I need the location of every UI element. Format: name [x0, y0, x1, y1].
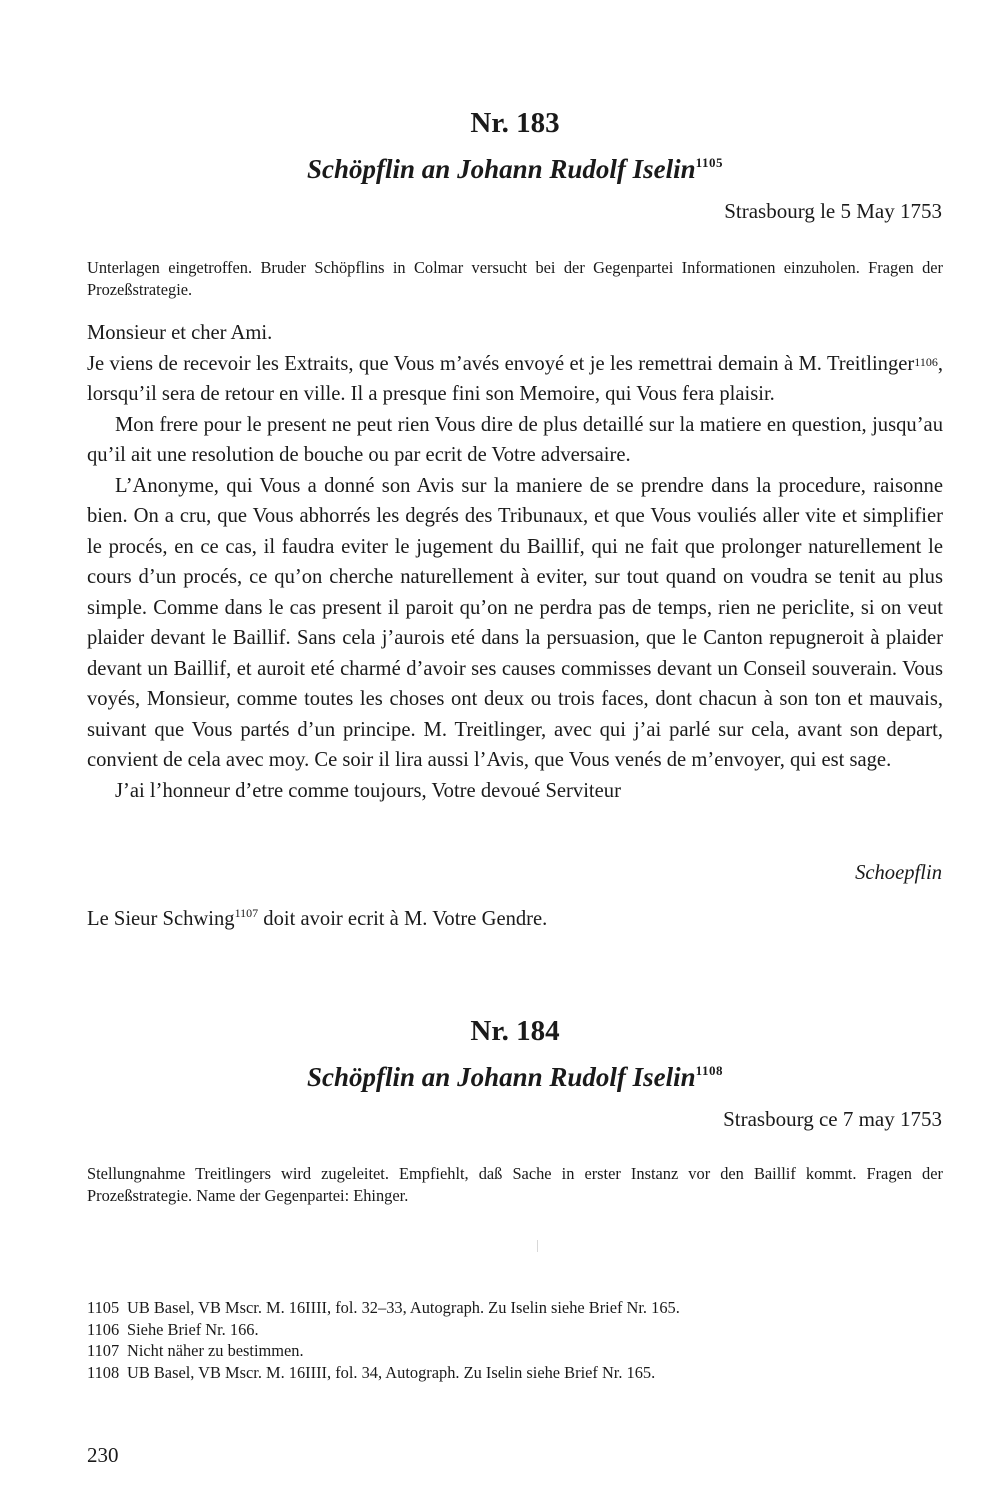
letter-title — [0, 154, 1000, 185]
letter-date: Strasbourg ce 7 may 1753 — [723, 1107, 942, 1131]
footnote — [87, 1319, 947, 1341]
footnote-text: UB Basel, VB Mscr. M. 16IIII, fol. 32–33, Autograph. Zu Iselin siehe Brief Nr. 165. — [127, 1298, 680, 1317]
paragraph — [87, 349, 943, 410]
footnote — [87, 1362, 947, 1384]
footnote-ref: 1105 — [695, 155, 723, 170]
letter-summary: Unterlagen eingetroffen. Bruder Schöpflins in Colmar versucht bei der Gegenpartei Informationen einzuholen. Fragen der Prozeßstrategie. — [87, 258, 943, 299]
page-number: 230 — [87, 1443, 119, 1467]
paragraph-text: , lorsqu’il sera de retour en ville. Il a presque fini son Memoire, qui Vous fera plaisir. — [87, 352, 943, 405]
footnote-number: 1107 — [87, 1341, 120, 1360]
footnote-number: 1108 — [87, 1362, 120, 1382]
paragraph: J’ai l’honneur d’etre comme toujours, Votre devoué Serviteur — [115, 779, 621, 802]
letter-summary: Stellungnahme Treitlingers wird zugeleitet. Empfiehlt, daß Sache in erster Instanz vor den Baillif kommt. Fragen der Prozeßstrategie. Name der Gegenpartei: Ehinger. — [87, 1164, 943, 1205]
postscript — [87, 908, 547, 931]
footnote-ref: 1108 — [695, 1063, 723, 1078]
footnote — [87, 1340, 947, 1362]
footnote-text: Nicht näher zu bestimmen. — [127, 1341, 304, 1360]
postscript-text: Le Sieur Schwing — [87, 908, 235, 930]
letter-title-text: Schöpflin an Johann Rudolf Iselin — [307, 1062, 696, 1092]
footnote — [87, 1297, 947, 1319]
paragraph: Mon frere pour le present ne peut rien Vous dire de plus detaillé sur la matiere en question, jusqu’au qu’il ait une resolution de bouche ou par ecrit de Votre adversaire. — [87, 413, 943, 466]
scan-mark — [537, 1240, 538, 1252]
footnotes — [87, 1297, 947, 1383]
letter-body — [87, 318, 943, 806]
footnote-text: Siehe Brief Nr. 166. — [127, 1319, 259, 1339]
paragraph-text: Je viens de recevoir les Extraits, que Vous m’avés envoyé et je les remettrai demain à M. Treitlinger — [87, 352, 915, 375]
footnote-number: 1106 — [87, 1319, 120, 1339]
footnote-number: 1105 — [87, 1298, 120, 1317]
letter-title-text: Schöpflin an Johann Rudolf Iselin — [307, 154, 696, 184]
footnote-text: UB Basel, VB Mscr. M. 16IIII, fol. 34, Autograph. Zu Iselin siehe Brief Nr. 165. — [127, 1362, 656, 1382]
letter-number: Nr. 184 — [470, 1015, 560, 1047]
footnote-ref: 1107 — [234, 906, 259, 920]
letter-date: Strasbourg le 5 May 1753 — [724, 199, 942, 223]
letter-number: Nr. 183 — [470, 107, 560, 139]
footnote-ref: 1106 — [914, 354, 938, 369]
salutation: Monsieur et cher Ami. — [87, 322, 273, 344]
paragraph: L’Anonyme, qui Vous a donné son Avis sur la maniere de se prendre dans la procedure, raisonne bien. On a cru, que Vous abhorrés les degrés des Tribunaux, et que Vous vouliés aller vite et simplifier le procés, en ce cas, il faudra eviter le jugement du Baillif, qui ne fait que prolonger naturellement le cours d’un procés, ce qu’on cherche naturellement à eviter, sur tout quand on voudra se tenit au plus simple. Comme dans le cas present il paroit qu’on ne perdra pas de temps, rien ne periclite, si on veut plaider devant le Baillif. Sans cela j’aurois eté dans la persuasion, que le Canton repugneroit à plaider devant un Baillif, et auroit eté charmé d’avoir ses causes commisses devant un Conseil souverain. Vous voyés, Monsieur, comme toutes les choses ont deux ou trois faces, dont chacun à son ton et mauvais, suivant que Vous partés d’un principe. M. Treitlinger, avec qui j’ai parlé sur cela, avant son depart, convient de cela avec moy. Ce soir il lira aussi l’Avis, que Vous venés de m’envoyer, qui est sage. — [87, 474, 943, 771]
letter-title — [0, 1062, 1000, 1093]
postscript-text: doit avoir ecrit à M. Votre Gendre. — [258, 908, 548, 930]
signature: Schoepflin — [855, 862, 942, 884]
